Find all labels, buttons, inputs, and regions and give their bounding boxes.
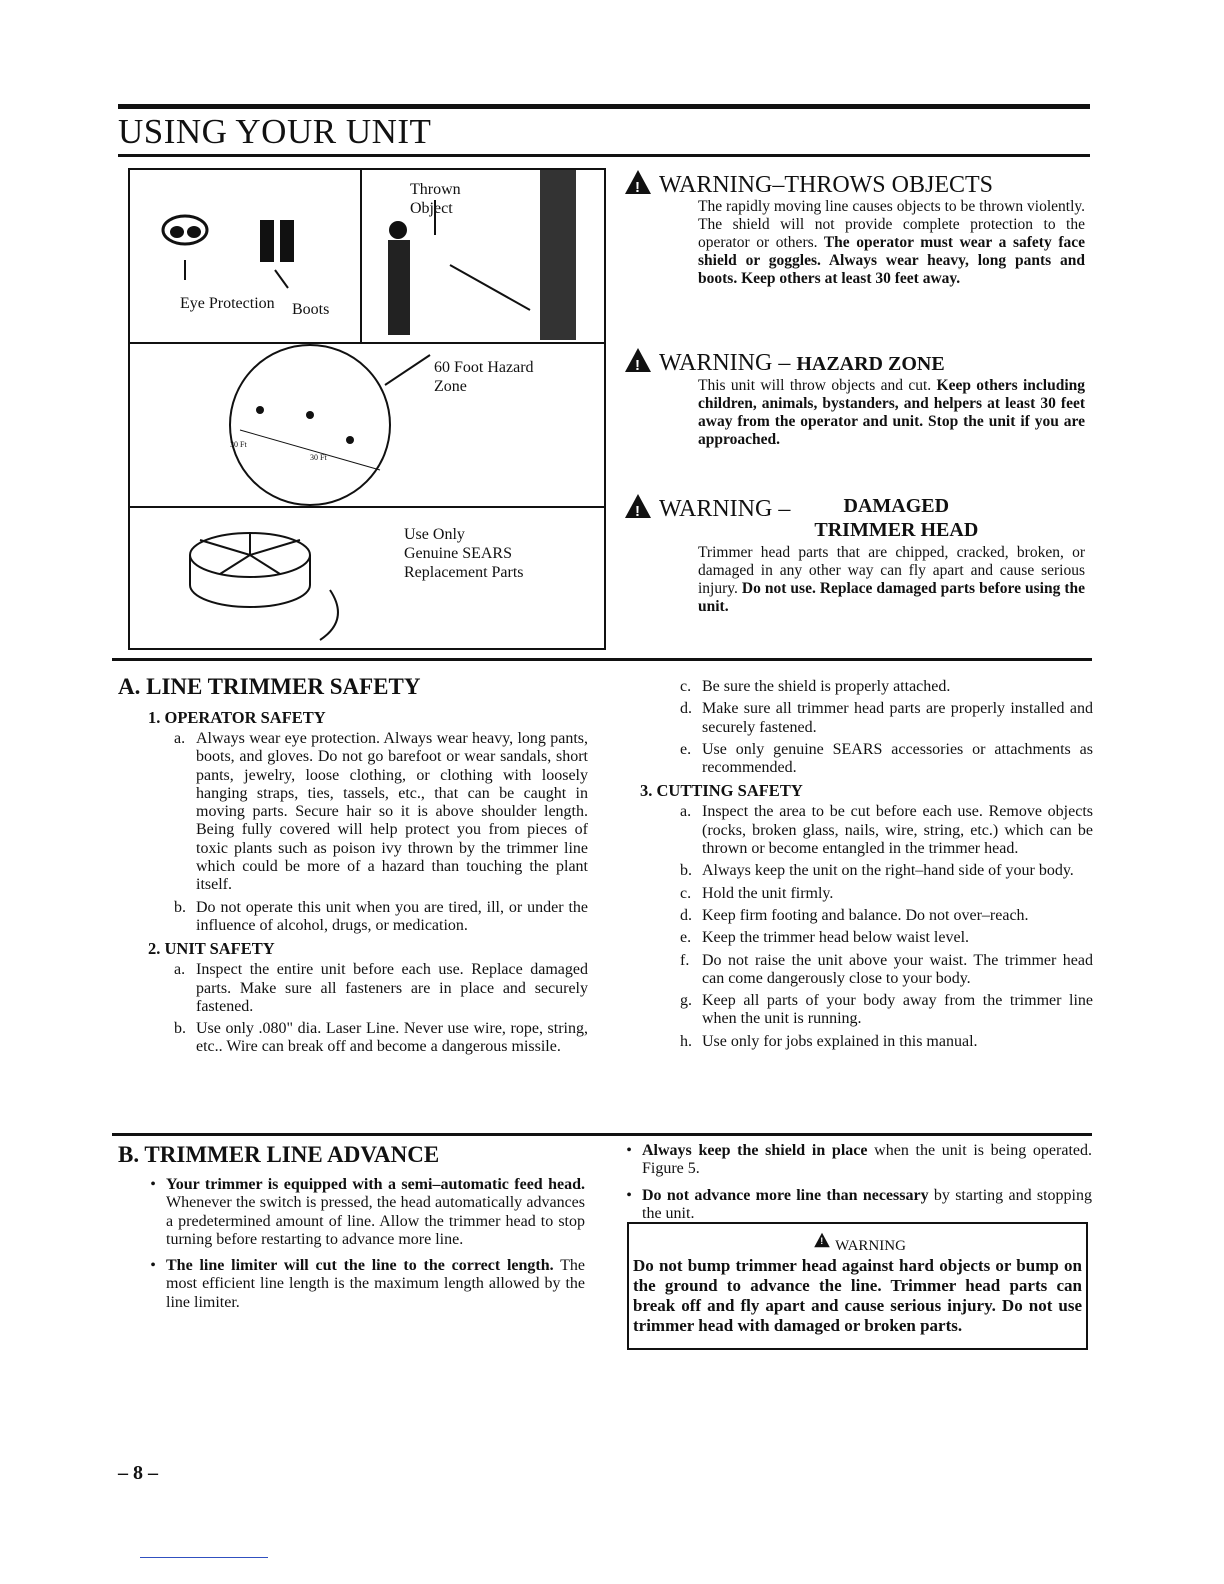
top-rule — [118, 104, 1090, 109]
footer-line — [140, 1557, 268, 1558]
item-text: Keep firm footing and balance. Do not over–reach. — [702, 906, 1029, 924]
safety-illustration — [130, 170, 604, 648]
list-item — [680, 803, 1093, 858]
item-letter: d. — [680, 906, 692, 924]
item-letter: c. — [680, 678, 692, 695]
list-item — [680, 907, 1093, 925]
item-letter: b. — [680, 862, 692, 880]
unit-safety-heading: 2. UNIT SAFETY — [148, 939, 275, 959]
trimmer-head-icon — [190, 532, 338, 640]
item-text: Always wear eye protection. Always wear heavy, long pants, boots, and gloves. Do not go barefoot or wear sandals, short pants, jewelry, loose clothing, or clothing with loosely hanging straps, ties, tassels, etc., that can be caught in moving parts. Secure hair so it is above shoulder length. Being fully covered will help protect you from pieces of toxic plants such as poison ivy thrown by the trimmer line which could be more of a hazard than touching the plant itself. — [196, 730, 588, 894]
item-letter: c. — [680, 884, 692, 902]
page-number: – 8 – — [118, 1462, 158, 1484]
warning-triangle-icon — [814, 1233, 830, 1247]
boots-icon — [260, 220, 294, 288]
use-only-label: Use Only — [404, 526, 465, 543]
item-letter: f. — [680, 951, 690, 969]
bullet-icon: • — [626, 1186, 632, 1204]
item-text: Use only for jobs explained in this manual. — [702, 1032, 978, 1050]
section-b-right — [616, 1142, 1092, 1231]
bullet-icon: • — [150, 1176, 156, 1193]
boots-label: Boots — [292, 301, 330, 318]
item-text: Inspect the area to be cut before each use. Remove objects (rocks, broken glass, nails, wire, string, etc.) which can be thrown or become entangled in the trimmer head. — [702, 803, 1093, 858]
item-text: Always keep the unit on the right–hand side of your body. — [702, 862, 1074, 880]
list-item — [680, 885, 1093, 903]
genuine-label: Genuine SEARS — [404, 545, 512, 562]
safety-figure — [128, 168, 606, 650]
hazard-zone-label: 60 Foot Hazard Zone — [434, 359, 534, 395]
item-text: Use only genuine SEARS accessories or attachments as recommended. — [702, 740, 1093, 777]
warning-damaged-head: !WARNING – DAMAGED TRIMMER HEAD Trimmer head parts that are chipped, cracked, broken, or damaged in any other way can fly apart and cause serious injury. Do not use. Replace damaged parts before using the unit. — [625, 494, 1085, 616]
cutting-safety-heading: 3. CUTTING SAFETY — [640, 781, 803, 801]
section-a-right — [640, 678, 1093, 1055]
bullet-icon: • — [626, 1142, 632, 1159]
replacement-label: Replacement Parts — [404, 564, 524, 581]
eye-label: Eye Protection — [180, 295, 275, 312]
item-text: Hold the unit firmly. — [702, 884, 834, 902]
list-item — [174, 730, 588, 895]
item-text: Make sure all trimmer head parts are properly installed and securely fastened. — [702, 700, 1093, 736]
section-b-title: B. TRIMMER LINE ADVANCE — [118, 1142, 440, 1167]
warning-triangle-icon — [625, 170, 651, 194]
item-text: Inspect the entire unit before each use. Replace damaged parts. Make sure all fasteners are in place and securely fastened. — [196, 961, 588, 1015]
ft-label-1: 30 Ft — [230, 440, 247, 449]
list-item — [680, 1033, 1093, 1051]
list-item — [680, 992, 1093, 1029]
section-rule — [112, 658, 1092, 661]
item-letter: e. — [680, 929, 692, 947]
bump-warning-box: !WARNING Do not bump trimmer head against hard objects or bump on the ground to advance the line. Trimmer head parts can break off and fly apart and cause serious injury. Do not use trimmer head with damaged or broken parts. — [627, 1222, 1088, 1350]
list-item — [680, 700, 1093, 737]
item-letter: b. — [174, 1020, 186, 1038]
ft-label-2: 30 Ft — [310, 453, 327, 462]
warning-triangle-icon — [625, 348, 651, 372]
section-a-title: A. LINE TRIMMER SAFETY — [118, 674, 421, 699]
item-letter: g. — [680, 992, 692, 1010]
item-text: Keep the trimmer head below waist level. — [702, 929, 970, 947]
bullet-item: • Always keep the shield in place when the unit is being operated. Figure 5. — [616, 1142, 1092, 1179]
list-item — [174, 961, 588, 1016]
item-letter: a. — [174, 961, 186, 979]
list-item — [680, 929, 1093, 947]
section-rule-2 — [112, 1133, 1092, 1136]
item-text: Do not operate this unit when you are tired, ill, or under the influence of alcohol, drugs, or medication. — [196, 898, 588, 934]
item-text: Use only .080" dia. Laser Line. Never use wire, rope, string, etc.. Wire can break off and become a dangerous missile. — [196, 1020, 588, 1056]
list-item — [680, 862, 1093, 880]
item-text: Do not raise the unit above your waist. The trimmer head can come dangerously close to your body. — [702, 951, 1093, 987]
section-b-left — [140, 1176, 585, 1320]
list-item — [680, 952, 1093, 989]
warning-hazard-zone: !WARNING – HAZARD ZONE This unit will throw objects and cut. Keep others including children, animals, bystanders, and helpers at least 30 feet away from the operator and unit. Stop the unit if you are approached. — [625, 348, 1085, 449]
page-title: USING YOUR UNIT — [118, 112, 432, 151]
list-item — [680, 741, 1093, 778]
bullet-item: • The line limiter will cut the line to the correct length. The most efficient line length is the maximum length allowed by the line limiter. — [140, 1257, 585, 1312]
item-letter: a. — [174, 730, 186, 747]
warning-triangle-icon — [625, 494, 651, 518]
item-letter: d. — [680, 700, 692, 718]
item-letter: h. — [680, 1032, 692, 1050]
thrown-object-label: Thrown Object — [410, 181, 461, 217]
warning-throws-objects: !WARNING–THROWS OBJECTS The rapidly moving line causes objects to be thrown violently. The shield will not provide complete protection to the operator or others. The operator must wear a safety face shield or goggles. Always wear heavy, long pants and boots. Keep others at least 30 feet away. — [625, 170, 1085, 288]
item-text: Be sure the shield is properly attached. — [702, 678, 951, 695]
bullet-item: • Do not advance more line than necessary by starting and stopping the unit. — [616, 1187, 1092, 1224]
title-rule — [118, 154, 1090, 157]
bullet-item: • Your trimmer is equipped with a semi–automatic feed head. Whenever the switch is pressed, the head automatically advances a predetermined amount of line. Allow the trimmer head to stop turning before restarting to advance more line. — [140, 1176, 585, 1249]
list-item — [174, 899, 588, 936]
list-item — [174, 1020, 588, 1057]
operator-safety-heading: 1. OPERATOR SAFETY — [148, 708, 326, 727]
item-letter: e. — [680, 740, 692, 758]
item-text: Keep all parts of your body away from the trimmer line when the unit is running. — [702, 992, 1093, 1028]
bullet-icon: • — [150, 1257, 156, 1275]
item-letter: b. — [174, 898, 186, 916]
goggles-icon — [163, 216, 207, 280]
hazard-zone-diagram — [230, 345, 430, 505]
item-letter: a. — [680, 803, 692, 821]
section-a-left — [148, 704, 588, 1061]
list-item — [680, 678, 1093, 696]
